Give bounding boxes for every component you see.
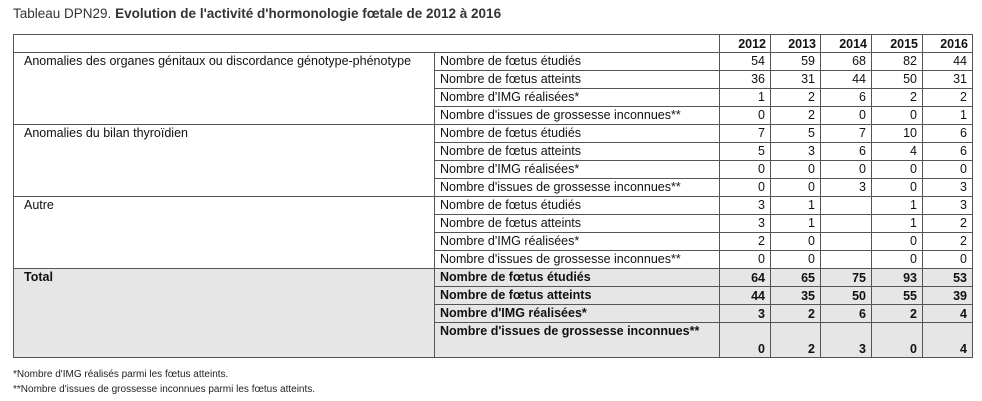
header-row bbox=[14, 35, 973, 53]
value-cell: 2 bbox=[923, 215, 973, 233]
value-cell: 2 bbox=[771, 89, 821, 107]
value-cell: 0 bbox=[771, 251, 821, 269]
value-cell: 0 bbox=[720, 107, 771, 125]
value-cell: 3 bbox=[923, 179, 973, 197]
value-cell: 3 bbox=[720, 197, 771, 215]
value-cell: 1 bbox=[872, 197, 923, 215]
criterion-cell: Nombre d'issues de grossesse inconnues** bbox=[435, 251, 720, 269]
value-cell: 54 bbox=[720, 53, 771, 71]
value-cell: 4 bbox=[923, 323, 973, 358]
value-cell: 1 bbox=[720, 89, 771, 107]
value-cell: 82 bbox=[872, 53, 923, 71]
value-cell: 0 bbox=[872, 233, 923, 251]
year-header: 2016 bbox=[923, 35, 973, 53]
total-row bbox=[14, 269, 973, 287]
value-cell: 44 bbox=[821, 71, 872, 89]
year-header: 2012 bbox=[720, 35, 771, 53]
footnote-img: *Nombre d'IMG réalisés parmi les fœtus atteints. bbox=[13, 369, 229, 380]
value-cell: 44 bbox=[923, 53, 973, 71]
value-cell: 2 bbox=[771, 323, 821, 358]
value-cell: 0 bbox=[720, 179, 771, 197]
value-cell: 1 bbox=[923, 107, 973, 125]
value-cell: 0 bbox=[872, 161, 923, 179]
value-cell: 0 bbox=[771, 161, 821, 179]
value-cell: 59 bbox=[771, 53, 821, 71]
criterion-cell: Nombre d'IMG réalisées* bbox=[435, 161, 720, 179]
value-cell: 6 bbox=[923, 143, 973, 161]
value-cell bbox=[821, 233, 872, 251]
value-cell: 0 bbox=[771, 233, 821, 251]
criterion-cell: Nombre de fœtus atteints bbox=[435, 143, 720, 161]
table-row bbox=[14, 53, 973, 71]
value-cell: 75 bbox=[821, 269, 872, 287]
criterion-cell: Nombre de fœtus étudiés bbox=[435, 125, 720, 143]
category-cell: Anomalies des organes génitaux ou discordance génotype-phénotype bbox=[14, 53, 435, 125]
table-title-prefix: Tableau DPN29. bbox=[13, 6, 116, 21]
value-cell: 2 bbox=[923, 89, 973, 107]
value-cell: 2 bbox=[771, 107, 821, 125]
value-cell: 0 bbox=[720, 251, 771, 269]
value-cell: 3 bbox=[720, 305, 771, 323]
value-cell: 0 bbox=[771, 179, 821, 197]
value-cell: 50 bbox=[821, 287, 872, 305]
activity-table bbox=[13, 34, 973, 358]
value-cell: 31 bbox=[923, 71, 973, 89]
value-cell: 3 bbox=[923, 197, 973, 215]
value-cell: 39 bbox=[923, 287, 973, 305]
value-cell: 64 bbox=[720, 269, 771, 287]
year-header: 2014 bbox=[821, 35, 872, 53]
table-title-main: Evolution de l'activité d'hormonologie fœtale de 2012 à 2016 bbox=[115, 6, 502, 21]
value-cell: 0 bbox=[872, 323, 923, 358]
table-title bbox=[13, 6, 501, 21]
value-cell: 0 bbox=[923, 251, 973, 269]
criterion-cell: Nombre d'issues de grossesse inconnues** bbox=[435, 179, 720, 197]
value-cell: 65 bbox=[771, 269, 821, 287]
category-cell: Autre bbox=[14, 197, 435, 269]
criterion-cell: Nombre d'IMG réalisées* bbox=[435, 233, 720, 251]
value-cell: 31 bbox=[771, 71, 821, 89]
value-cell: 6 bbox=[821, 305, 872, 323]
value-cell: 2 bbox=[720, 233, 771, 251]
value-cell: 55 bbox=[872, 287, 923, 305]
value-cell: 7 bbox=[720, 125, 771, 143]
value-cell: 1 bbox=[771, 215, 821, 233]
criterion-cell: Nombre de fœtus atteints bbox=[435, 215, 720, 233]
value-cell: 1 bbox=[771, 197, 821, 215]
value-cell: 0 bbox=[872, 179, 923, 197]
criterion-cell: Nombre de fœtus étudiés bbox=[435, 197, 720, 215]
value-cell: 4 bbox=[872, 143, 923, 161]
criterion-cell: Nombre de fœtus étudiés bbox=[435, 53, 720, 71]
value-cell: 0 bbox=[821, 107, 872, 125]
category-cell: Anomalies du bilan thyroïdien bbox=[14, 125, 435, 197]
value-cell: 5 bbox=[720, 143, 771, 161]
criterion-cell: Nombre d'issues de grossesse inconnues** bbox=[435, 323, 720, 358]
criterion-cell: Nombre de fœtus étudiés bbox=[435, 269, 720, 287]
value-cell: 3 bbox=[821, 179, 872, 197]
value-cell bbox=[821, 251, 872, 269]
criterion-cell: Nombre de fœtus atteints bbox=[435, 71, 720, 89]
value-cell: 44 bbox=[720, 287, 771, 305]
value-cell: 6 bbox=[821, 89, 872, 107]
value-cell: 3 bbox=[821, 323, 872, 358]
value-cell: 10 bbox=[872, 125, 923, 143]
value-cell: 0 bbox=[923, 161, 973, 179]
criterion-cell: Nombre d'IMG réalisées* bbox=[435, 305, 720, 323]
year-header: 2015 bbox=[872, 35, 923, 53]
value-cell: 3 bbox=[720, 215, 771, 233]
value-cell: 2 bbox=[923, 233, 973, 251]
value-cell: 35 bbox=[771, 287, 821, 305]
header-blank-cell bbox=[14, 35, 720, 53]
value-cell: 2 bbox=[872, 89, 923, 107]
value-cell: 4 bbox=[923, 305, 973, 323]
value-cell: 3 bbox=[771, 143, 821, 161]
value-cell bbox=[821, 215, 872, 233]
value-cell: 0 bbox=[872, 251, 923, 269]
value-cell: 50 bbox=[872, 71, 923, 89]
table-row bbox=[14, 125, 973, 143]
value-cell: 0 bbox=[821, 161, 872, 179]
value-cell: 0 bbox=[720, 161, 771, 179]
value-cell: 0 bbox=[872, 107, 923, 125]
table-row bbox=[14, 197, 973, 215]
table-body bbox=[14, 35, 973, 358]
criterion-cell: Nombre d'issues de grossesse inconnues** bbox=[435, 107, 720, 125]
criterion-cell: Nombre de fœtus atteints bbox=[435, 287, 720, 305]
value-cell: 68 bbox=[821, 53, 872, 71]
value-cell: 5 bbox=[771, 125, 821, 143]
value-cell: 2 bbox=[872, 305, 923, 323]
value-cell: 6 bbox=[821, 143, 872, 161]
value-cell: 93 bbox=[872, 269, 923, 287]
year-header: 2013 bbox=[771, 35, 821, 53]
value-cell: 7 bbox=[821, 125, 872, 143]
value-cell: 36 bbox=[720, 71, 771, 89]
value-cell: 0 bbox=[720, 323, 771, 358]
criterion-cell: Nombre d'IMG réalisées* bbox=[435, 89, 720, 107]
value-cell: 1 bbox=[872, 215, 923, 233]
value-cell: 53 bbox=[923, 269, 973, 287]
value-cell: 2 bbox=[771, 305, 821, 323]
total-category-cell: Total bbox=[14, 269, 435, 358]
value-cell: 6 bbox=[923, 125, 973, 143]
value-cell bbox=[821, 197, 872, 215]
footnote-issues: **Nombre d'issues de grossesse inconnues parmi les fœtus atteints. bbox=[13, 384, 316, 395]
